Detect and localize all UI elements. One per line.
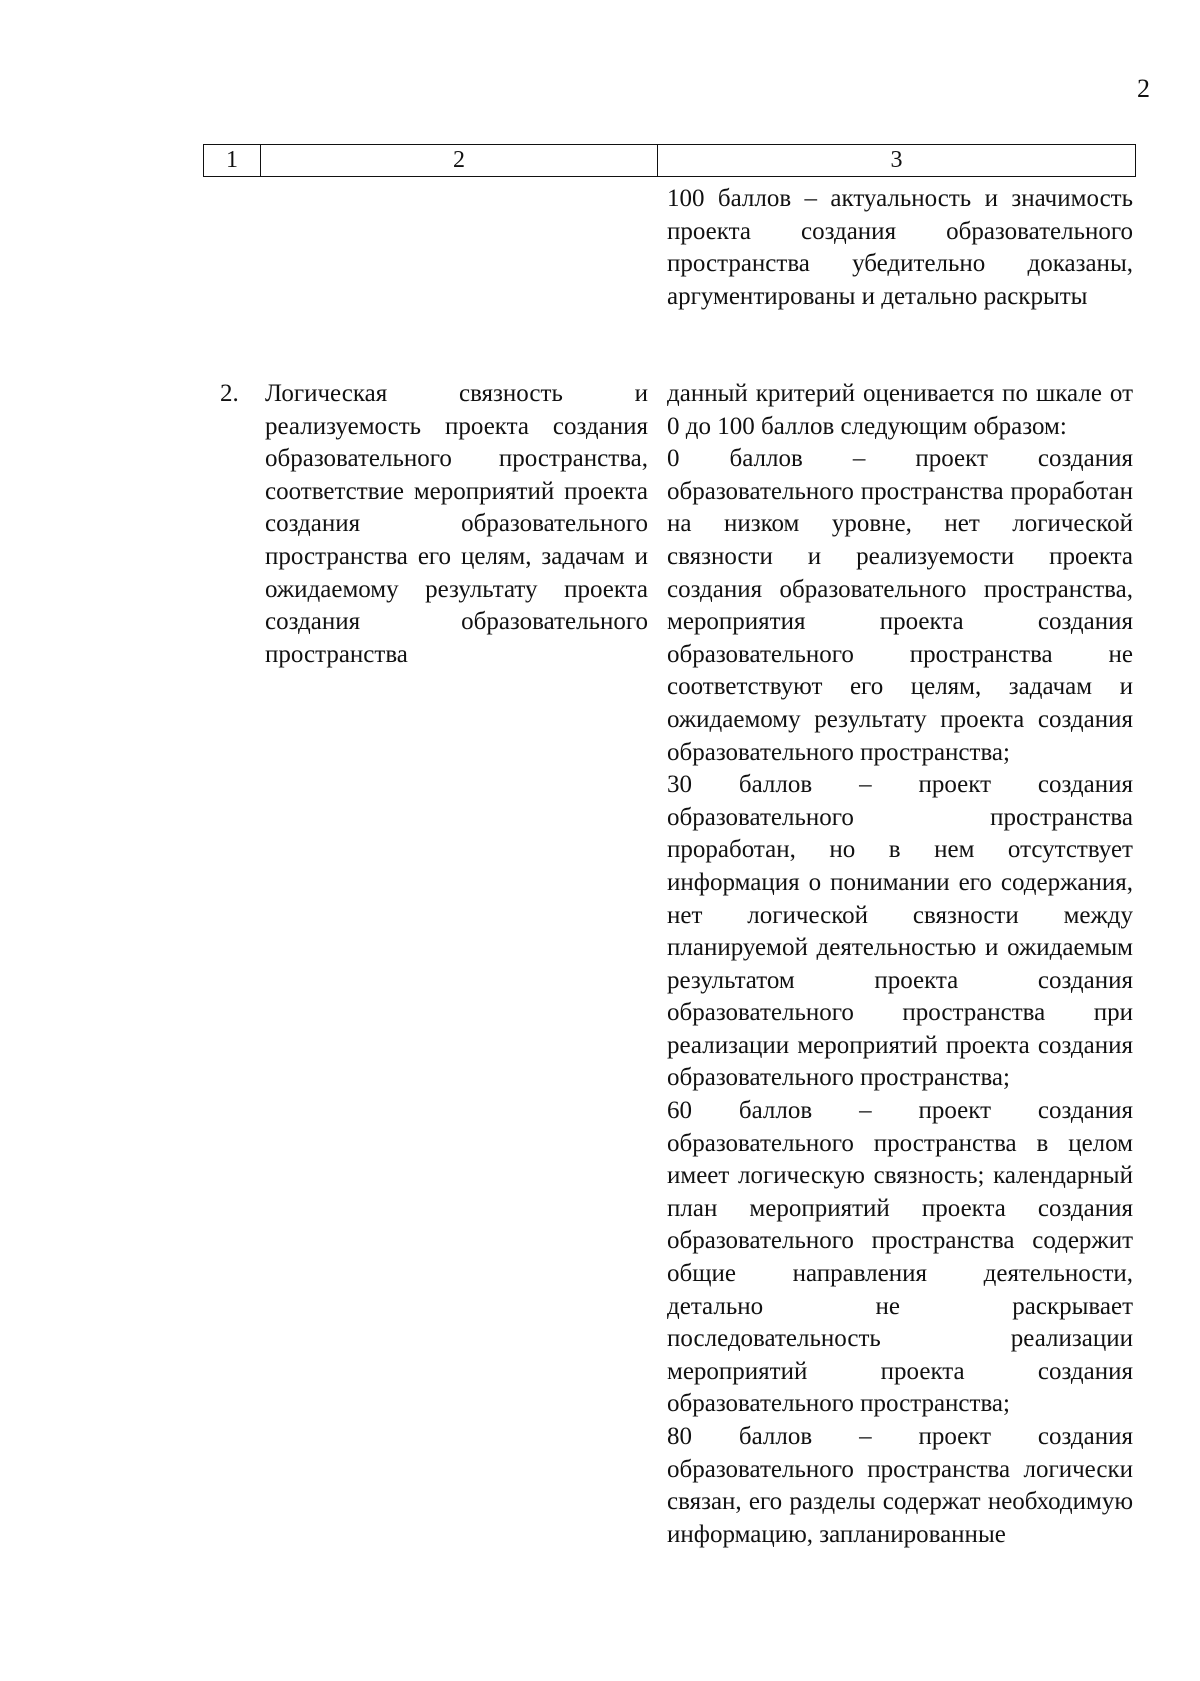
table-header-col-1: 1 [204, 145, 261, 176]
page-number: 2 [1137, 74, 1150, 103]
row-2-description-intro: данный критерий оценивается по шкале от 0 до 100 баллов следующим образом: [667, 380, 1133, 440]
row-2-description-score-30: 30 баллов – проект создания образовательного пространства проработан, но в нем отсутствует информация о понимании его содержания, нет логической связности между планируемой деятельностью и ожидаемым результатом проекта создания образовательного пространства при реализации мероприятий проекта создания образовательного пространства; [667, 771, 1133, 1092]
table-header-row [203, 144, 1136, 177]
row-1-description: 100 баллов – актуальность и значимость проекта создания образовательного пространства убедительно доказаны, аргументированы и детально раскрыты [667, 185, 1133, 310]
row-2-number-cell [220, 378, 250, 411]
row-2-description-score-80: 80 баллов – проект создания образовательного пространства логически связан, его разделы содержат необходимую информацию, запланированные [667, 1423, 1133, 1548]
row-1-description-cell [667, 183, 1133, 313]
table-header-col-3: 3 [890, 147, 903, 173]
row-2-description-score-60: 60 баллов – проект создания образовательного пространства в целом имеет логическую связность; календарный план мероприятий проекта создания образовательного пространства содержит общие направления деятельности, детально не раскрывает последовательность реализации мероприятий проекта создания образовательного пространства; [667, 1097, 1133, 1418]
table-header-col-2: 2 [261, 145, 658, 176]
row-2-criterion-cell [265, 378, 648, 671]
row-2-criterion: Логическая связность и реализуемость проекта создания образовательного пространства, соответствие мероприятий проекта создания образовательного пространства его целям, задачам и ожидаемому результату проекта создания образовательного пространства [265, 380, 648, 668]
row-2-description-cell [667, 378, 1133, 1551]
row-2-description-score-0: 0 баллов – проект создания образовательного пространства проработан на низком уровне, нет логической связности и реализуемости проекта создания образовательного пространства, мероприятия проекта создания образовательного пространства не соответствуют его целям, задачам и ожидаемому результату проекта создания образовательного пространства; [667, 445, 1133, 766]
row-2-number: 2. [220, 380, 239, 407]
